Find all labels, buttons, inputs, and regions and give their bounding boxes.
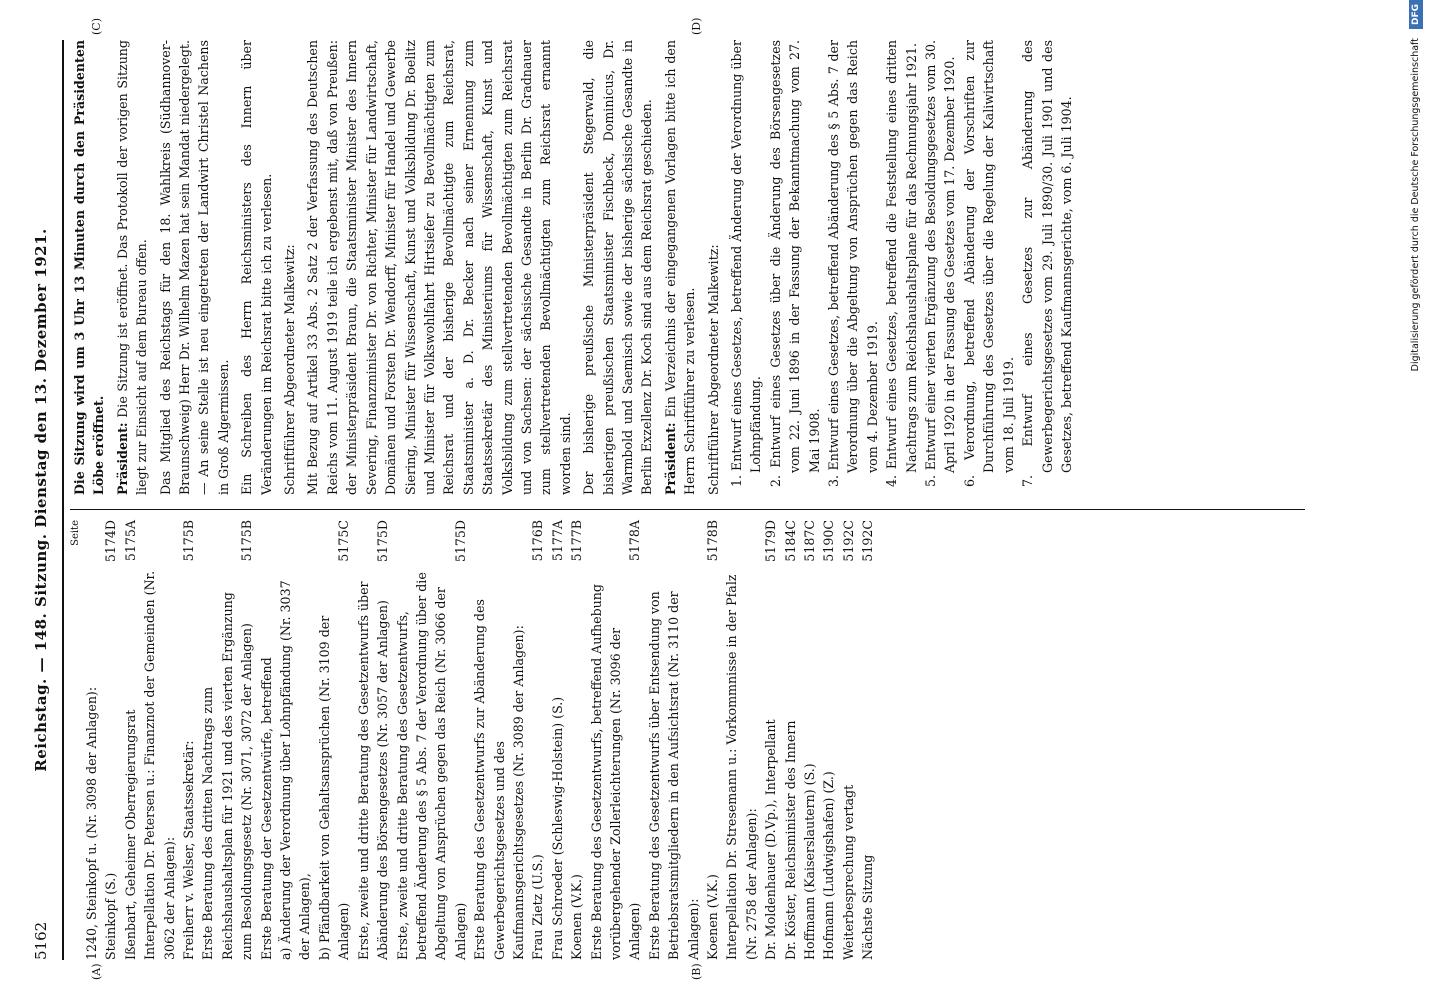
toc-entry-text: Erste Beratung des Gesetzentwurfs, betreffend Aufhebung vorübergehender Zollerleichterungen (Nr. 3096 der Anlagen) — [588, 584, 643, 960]
bill-list-item: 1. Entwurf eines Gesetzes, betreffend Änderung der Verordnung über Lohnpfändung. — [729, 40, 764, 487]
speaker-label: Präsident: — [662, 422, 678, 495]
paragraph-text: Ein Verzeichnis der eingegangenen Vorlagen bitte ich den Herrn Schriftführer zu verlesen. — [662, 40, 698, 495]
toc-page-ref: 5175D — [452, 520, 468, 563]
toc-row — [198, 520, 256, 960]
toc-page-ref: 5175D — [375, 520, 391, 563]
toc-entry-text: Steinkopf (S.) — [103, 872, 119, 960]
toc-entry-text: 1240, Steinkopf u. (Nr. 3098 der Anlagen): — [84, 686, 99, 960]
toc-row — [781, 520, 800, 960]
opening-line: Die Sitzung wird um 3 Uhr 13 Minuten durch den Präsidenten Löbe eröffnet. — [72, 40, 107, 495]
header-rule — [62, 40, 64, 960]
column-divider — [70, 509, 1305, 510]
bill-list-item: 4. Entwurf eines Gesetzes, betreffend die Feststellung eines dritten Nachtrags zum Reichshaushaltsplane für das Rechnungsjahr 1921. — [884, 40, 919, 487]
toc-page-ref: 5179D — [763, 520, 779, 563]
page-number: 5162 — [32, 921, 50, 960]
toc-row — [800, 520, 819, 960]
margin-mark-c: (C) — [90, 18, 103, 35]
toc-entry-text: a) Änderung der Verordnung über Lohnpfändung (Nr. 3037 der Anlagen), — [278, 580, 313, 960]
secretary-label-2: Schriftführer Abgeordneter Malkewitz: — [705, 244, 721, 495]
toc-page-ref: 5175B — [181, 520, 197, 562]
secretary-statement-2: Der bisherige preußische Ministerpräsident Stegerwald, die bisherigen preußischen Staatsminister Fischbeck, Dominicus, Dr. Warmbold und Saemisch sowie der bisherige sächsische Gesandte in Berlin Exzellenz Dr. Koch sind aus dem Reichsrat geschieden. — [581, 40, 655, 495]
toc-column — [70, 520, 878, 960]
toc-row — [839, 520, 858, 960]
president-paragraph-1 — [113, 40, 152, 495]
toc-page-ref: 5176B — [530, 520, 546, 562]
bill-list — [727, 40, 1076, 495]
toc-row — [567, 520, 586, 960]
running-title: Reichstag. — 148. Sitzung. Dienstag den 13. Dezember 1921. — [32, 228, 50, 772]
toc-page-ref: 5177B — [569, 520, 585, 562]
speaker-label: Präsident: — [114, 422, 130, 495]
toc-page-ref: 5175B — [239, 520, 255, 562]
toc-entry-text: Frau Schroeder (Schleswig-Holstein) (S.) — [549, 696, 565, 960]
seite-label: Seite — [70, 520, 81, 546]
toc-row — [140, 520, 179, 960]
toc-row — [101, 520, 120, 960]
bill-list-item: 5. Entwurf einer vierten Ergänzung des Besoldungsgesetzes vom 30. April 1920 in der Fassung des Gesetzes vom 17. Dezember 1920. — [923, 40, 958, 487]
bill-list-item: 6. Verordnung, betreffend Abänderung der Vorschriften zur Durchführung des Gesetzes über die Regelung der Kaliwirtschaft vom 18. Juli 1919. — [961, 40, 1016, 487]
toc-page-ref: 5178A — [627, 520, 643, 562]
toc-entry-text: Erste, zweite und dritte Beratung des Gesetzentwurfs, betreffend Änderung des § 5 Abs. 7 der Verordnung über die Abgeltung von Ansprüchen gegen das Reich (Nr. 3066 der Anlagen) — [394, 572, 468, 960]
toc-entry-text: Dr. Moldenhauer (D.Vp.), Interpellant — [763, 719, 779, 960]
toc-entry-text: Erste, zweite und dritte Beratung des Gesetzentwurfs über Abänderung des Börsengesetzes (Nr. 3057 der Anlagen) — [355, 581, 391, 960]
dfg-logo: DFG — [1409, 0, 1423, 29]
toc-page-ref: 5190C — [821, 520, 837, 562]
toc-row — [587, 520, 645, 960]
toc-entry-text: Nächste Sitzung — [860, 854, 876, 960]
dfg-stamp-text — [1398, 0, 1434, 1000]
toc-page-ref: 5175C — [336, 520, 352, 562]
toc-page-ref: 5177A — [549, 520, 565, 562]
toc-page-ref: 5192C — [840, 520, 856, 562]
toc-entry-text: Frau Zietz (U.S.) — [530, 854, 546, 960]
toc-row — [315, 520, 354, 960]
paragraph-text: Die Sitzung ist eröffnet. Das Protokoll der vorigen Sitzung liegt zur Einsicht auf dem Bureau offen. — [114, 40, 150, 495]
toc-row — [548, 520, 567, 960]
toc-row — [257, 520, 276, 960]
dfg-stamp — [1398, 0, 1434, 1000]
toc-entry-text: Erste Beratung der Gesetzentwürfe, betreffend — [258, 657, 274, 960]
margin-mark-a: (A) — [90, 963, 103, 980]
toc-entry-text: Dr. Köster, Reichsminister des Innern — [782, 720, 798, 960]
toc-row — [393, 520, 471, 960]
toc-row — [121, 520, 140, 960]
toc-row — [470, 520, 528, 960]
toc-entry-text: Weiterbesprechung vertagt — [840, 784, 856, 960]
paragraph-2: Das Mitglied des Reichstags für den 18. Wahlkreis (Südhannover-Braunschweig) Herr Dr. Wilhelm Mazen hat sein Mandat niedergelegt. — An seine Stelle ist neu eingetreten der Landwirt Christel Nachens in Groß Algermissen. — [157, 40, 231, 495]
toc-row — [82, 520, 101, 960]
toc-row — [722, 520, 761, 960]
toc-entry-text: Erste Beratung des dritten Nachtrags zum Reichshaushaltsplan für 1921 und des vierten Ergänzung zum Besoldungsgesetz (Nr. 3071, 3072 der Anlagen) — [200, 592, 255, 960]
toc-entry-text: Ißenbart, Geheimer Oberregierungsrat — [122, 709, 138, 960]
toc-row — [703, 520, 722, 960]
toc-entry-text: Erste Beratung des Gesetzentwurfs zur Abänderung des Gewerbegerichtsgesetzes und des Kaufmannsgerichtsgesetzes (Nr. 3089 der Anlagen): — [472, 599, 526, 960]
toc-row — [761, 520, 780, 960]
toc-row — [354, 520, 393, 960]
toc-page-ref: 5178B — [705, 520, 720, 562]
toc-entry-text: b) Pfändbarkeit von Gehaltsansprüchen (Nr. 3109 der Anlagen) — [316, 615, 352, 960]
toc-row — [819, 520, 838, 960]
bill-list-item: 3. Entwurf eines Gesetzes, betreffend Abänderung des § 5 Abs. 7 der Verordnung über die Abgeltung von Ansprüchen gegen das Reich vom 4. Dezember 1919. — [826, 40, 880, 487]
toc-row — [179, 520, 198, 960]
stamp-caption: Digitalisierung gefördert durch die Deutsche Forschungsgemeinschaft — [1410, 38, 1421, 372]
bill-list-item: 2. Entwurf eines Gesetzes über die Änderung des Börsengesetzes vom 22. Juni 1896 in der Fassung der Bekanntmachung vom 27. Mai 1908. — [767, 40, 822, 487]
toc-page-ref: 5192C — [860, 520, 876, 562]
toc-row — [276, 520, 315, 960]
paragraph-3: Ein Schreiben des Herrn Reichsministers des Innern über Veränderungen im Reichsrat bitte ich zu verlesen. — [239, 40, 274, 495]
toc-row — [858, 520, 877, 960]
running-header — [30, 40, 58, 960]
toc-entry-text: Hofmann (Ludwigshafen) (Z.) — [821, 771, 837, 960]
bill-list-item: 7. Entwurf eines Gesetzes zur Abänderung des Gewerbegerichtsgesetzes vom 29. Juli 1890/30. Juli 1901 und des Gesetzes, betreffend Kaufmannsgerichte, vom 6. Juli 1904. — [1020, 40, 1074, 487]
secretary-label-1: Schriftführer Abgeordneter Malkewitz: — [282, 244, 298, 495]
toc-entry-text: Koenen (V.K.) — [569, 874, 585, 960]
body-column — [70, 40, 1076, 495]
toc-entry-text: Hoffmann (Kaiserslautern) (S.) — [802, 763, 818, 960]
toc-entry-text: Freiherr v. Welser, Staatssekretär: — [181, 740, 197, 960]
secretary-statement-1: Mit Bezug auf Artikel 33 Abs. 2 Satz 2 der Verfassung des Deutschen Reichs vom 11. August 1919 teile ich ergebenst mit, daß von Preußen: der Ministerpräsident Braun, die Staatsminister Minister des Innern Severing, Finanzminister Dr. von Richter, Minister für Landwirtschaft, Domänen und Forsten Dr. Wendorff, Minister für Handel und Gewerbe Siering, Minister für Wissenschaft, Kunst und Volksbildung Dr. Boelitz und Minister für Volkswohlfahrt Hirtsiefer zu Bevollmächtigten zum Reichsrat und der bisherige Bevollmächtigte zum Reichsrat, Staatsminister a. D. Dr. Becker nach seiner Ernennung zum Staatssekretär des Ministeriums für Wissenschaft, Kunst und Volksbildung zum stellvertretenden Bevollmächtigten zum Reichsrat und von Sachsen: der sächsische Gesandte in Berlin Dr. Gradnauer zum stellvertretenden Bevollmächtigten zum Reichsrat ernannt worden sind. — [305, 40, 573, 495]
president-paragraph-2 — [661, 40, 700, 495]
toc-page-ref: 5187C — [802, 520, 818, 562]
toc-row — [528, 520, 547, 960]
toc-page-ref: 5184C — [782, 520, 798, 562]
toc-page-ref: 5175A — [122, 520, 138, 562]
toc-list — [82, 520, 878, 960]
margin-mark-d: (D) — [690, 17, 703, 35]
toc-entry-text: Koenen (V.K.) — [705, 874, 720, 960]
toc-page-ref: 5174D — [103, 520, 119, 563]
toc-row — [645, 520, 703, 960]
toc-entry-text: Erste Beratung des Gesetzentwurfs über Entsendung von Betriebsratsmitgliedern in den Aufsichtsrat (Nr. 3110 der Anlagen): — [646, 591, 701, 960]
toc-entry-text: Interpellation Dr. Stresemann u.: Vorkommnisse in der Pfalz (Nr. 2758 der Anlagen): — [724, 574, 759, 960]
margin-mark-b: (B) — [690, 963, 703, 980]
toc-entry-text: Interpellation Dr. Petersen u.: Finanznot der Gemeinden (Nr. 3062 der Anlagen): — [142, 570, 177, 960]
